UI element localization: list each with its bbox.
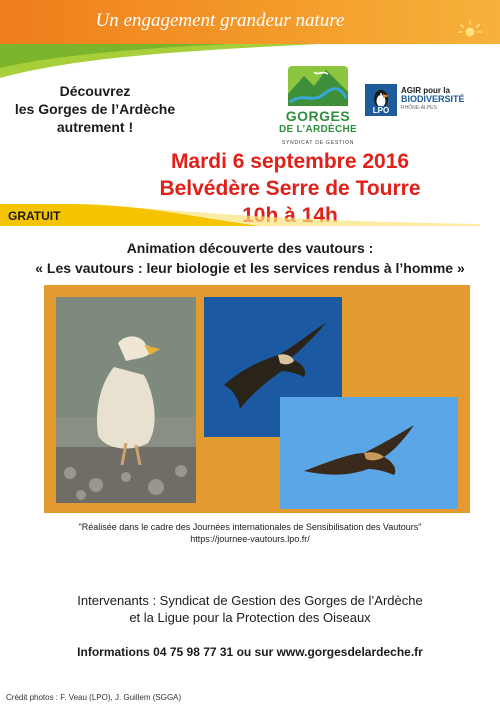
photo-egyptian-vulture <box>56 297 196 503</box>
animation-title-line: Animation découverte des vautours : <box>126 240 374 256</box>
top-banner <box>0 0 500 44</box>
gorges-logo-icon <box>284 64 352 112</box>
photo-credit: Crédit photos : F. Veau (LPO), J. Guillem (SGGA) <box>6 693 182 702</box>
intro-text <box>10 82 180 136</box>
agir-line-3: RHÔNE-ALPES <box>401 105 437 111</box>
gratuit-band <box>0 204 500 228</box>
decorative-curve <box>0 44 500 84</box>
photo-panel <box>44 285 470 513</box>
animation-title <box>0 238 500 278</box>
banner-tagline: Un engagement grandeur nature <box>95 10 345 31</box>
gorges-logo-line-2: DE L’ARDÈCHE <box>278 124 358 135</box>
event-hours: 10h à 14h <box>242 204 338 227</box>
price-label: GRATUIT <box>8 209 61 223</box>
speakers-line-2: et la Ligue pour la Protection des Oiseaux <box>129 610 371 625</box>
egyptian-vulture-icon <box>56 297 196 503</box>
caption-line-1: "Réalisée dans le cadre des Journées internationales de Sensibilisation des Vautours" <box>78 522 422 532</box>
intro-line-1: Découvrez <box>59 83 131 99</box>
lpo-text: LPO <box>372 106 390 115</box>
contact-info: Informations 04 75 98 77 31 ou sur www.gorgesdelardeche.fr <box>77 645 423 659</box>
intro-line-2: les Gorges de l’Ardèche <box>14 101 176 117</box>
photo-vulture-light-sky <box>280 397 458 509</box>
sun-icon <box>458 20 482 40</box>
agir-line-2: BIODIVERSITÉ <box>401 94 465 104</box>
caption-url[interactable]: https://journee-vautours.lpo.fr/ <box>190 534 310 544</box>
gorges-logo-line-1: GORGES <box>285 108 351 124</box>
event-place: Belvédère Serre de Tourre <box>159 177 421 200</box>
gorges-logo-text <box>268 110 368 150</box>
animation-subtitle-line: « Les vautours : leur biologie et les services rendus à l’homme » <box>35 260 465 276</box>
intro-line-3: autrement ! <box>56 119 134 135</box>
gorges-logo-line-3: SYNDICAT DE GESTION <box>281 140 355 146</box>
speakers-block <box>0 592 500 626</box>
griffon-vulture-icon <box>280 397 458 509</box>
agir-biodiversite-logo <box>401 86 471 113</box>
event-date: Mardi 6 septembre 2016 <box>170 150 410 173</box>
photo-caption <box>20 521 480 545</box>
agir-line-1: AGIR pour la <box>401 86 450 95</box>
speakers-line-1: Intervenants : Syndicat de Gestion des Gorges de l’Ardèche <box>77 593 423 608</box>
